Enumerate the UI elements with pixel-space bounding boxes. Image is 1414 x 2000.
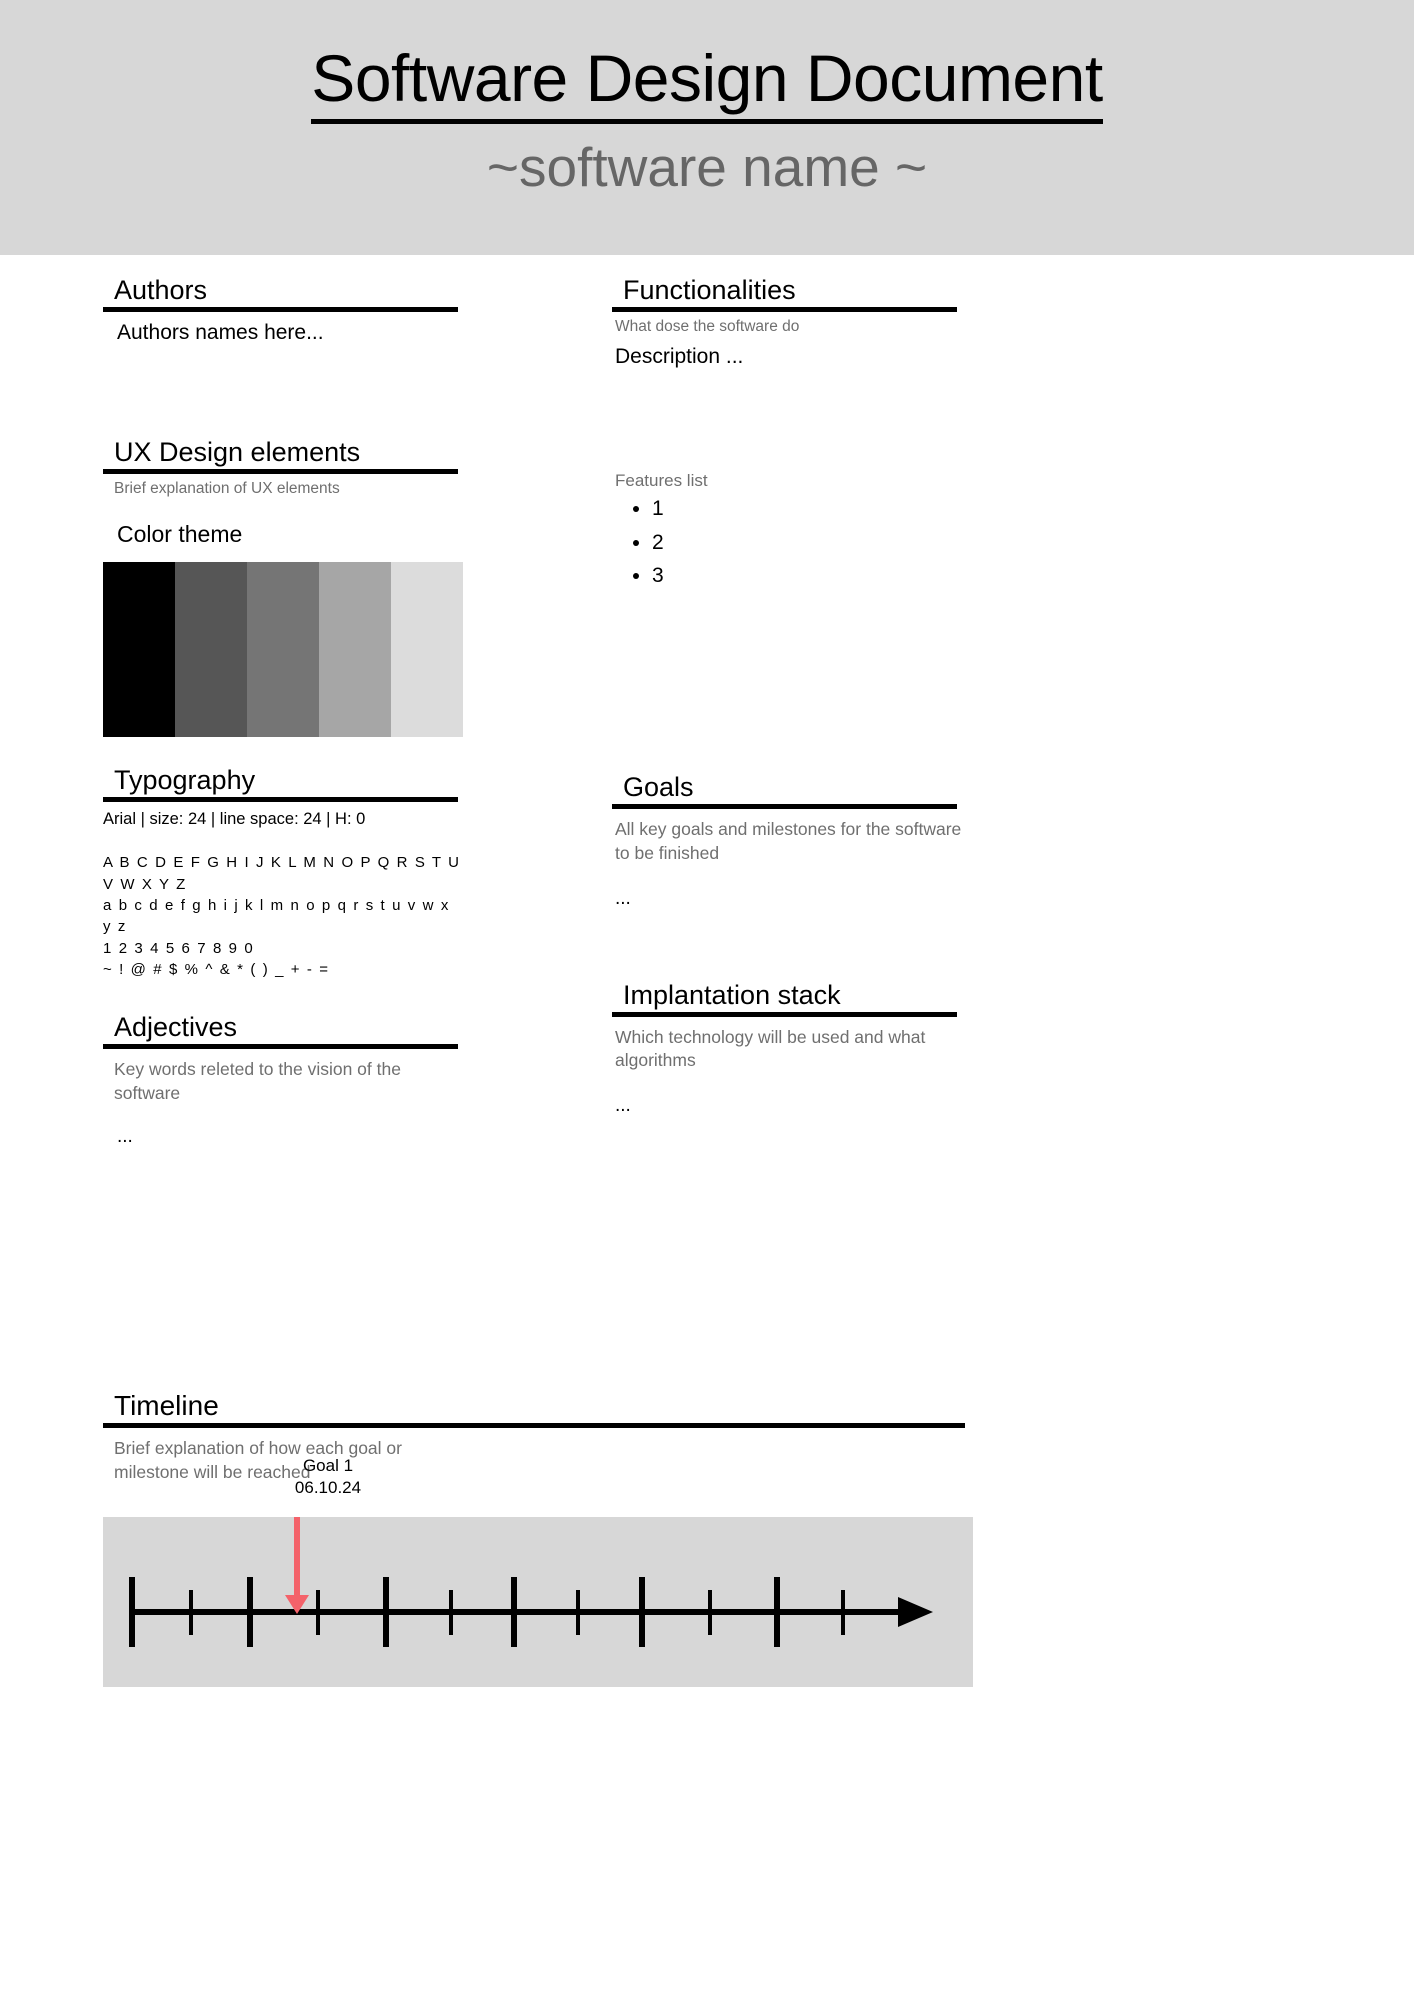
- adjectives-placeholder: ...: [117, 1125, 133, 1147]
- ux-design-rule: [103, 469, 458, 474]
- page-subtitle: ~software name ~: [486, 136, 928, 199]
- adjectives-rule: [103, 1044, 458, 1049]
- timeline-axis: [103, 1517, 973, 1687]
- timeline-goal-date: 06.10.24: [294, 1477, 362, 1497]
- color-swatch-5: [391, 562, 463, 737]
- authors-heading: Authors: [114, 275, 208, 305]
- section-timeline: [103, 1390, 1003, 1687]
- color-theme-subheading: Color theme: [117, 521, 243, 548]
- timeline-arrow-head: [898, 1597, 933, 1627]
- functionalities-heading: Functionalities: [623, 275, 796, 305]
- authors-rule: [103, 307, 458, 312]
- section-ux-design: [103, 437, 463, 737]
- adjectives-note: Key words releted to the vision of the software: [114, 1059, 401, 1103]
- document-header: [0, 0, 1414, 255]
- specimen-lowercase: a b c d e f g h i j k l m n o p q r s t u v w x y z: [103, 897, 450, 936]
- goals-placeholder: ...: [615, 887, 631, 909]
- ux-design-note: Brief explanation of UX elements: [114, 480, 340, 498]
- section-authors: [103, 275, 463, 347]
- timeline-goal-label: Goal 1: [302, 1456, 354, 1476]
- list-item: • 3: [652, 562, 977, 590]
- section-implantation-stack: [612, 980, 977, 1117]
- section-goals: [612, 772, 977, 909]
- timeline-rule: [103, 1423, 965, 1428]
- goals-rule: [612, 804, 957, 809]
- timeline-heading: Timeline: [114, 1390, 219, 1421]
- color-swatch-4: [319, 562, 391, 737]
- list-item: • 2: [652, 529, 977, 557]
- specimen-numerals: 1 2 3 4 5 6 7 8 9 0: [103, 939, 255, 957]
- features-list: [612, 495, 977, 590]
- implantation-stack-placeholder: ...: [615, 1094, 631, 1116]
- ux-design-heading: UX Design elements: [114, 437, 361, 468]
- specimen-uppercase: A B C D E F G H I J K L M N O P Q R S T U V W X Y Z: [103, 854, 461, 893]
- functionalities-rule: [612, 307, 957, 312]
- color-theme-swatches: [103, 562, 463, 737]
- features-list-label: Features list: [615, 471, 708, 491]
- typography-heading: Typography: [114, 764, 256, 795]
- section-typography: [103, 765, 463, 980]
- right-column: [612, 275, 977, 1117]
- functionalities-note: What dose the software do: [615, 318, 800, 336]
- goals-heading: Goals: [623, 772, 694, 803]
- section-adjectives: [103, 1012, 463, 1147]
- color-swatch-1: [103, 562, 175, 737]
- left-column: [103, 275, 463, 1148]
- goals-note: All key goals and milestones for the software to be finished: [615, 819, 962, 864]
- specimen-symbols: ~ ! @ # $ % ^ & * ( ) _ + - =: [103, 960, 330, 978]
- functionalities-body: Description ...: [615, 344, 744, 368]
- implantation-stack-rule: [612, 1012, 957, 1017]
- typography-specimen: [103, 852, 463, 980]
- implantation-stack-note: Which technology will be used and what algorithms: [615, 1026, 926, 1071]
- section-functionalities: [612, 275, 977, 590]
- color-swatch-2: [175, 562, 247, 737]
- color-swatch-3: [247, 562, 319, 737]
- list-item: • 1: [652, 495, 977, 523]
- typography-spec: Arial | size: 24 | line space: 24 | H: 0: [103, 810, 366, 828]
- authors-body: Authors names here...: [117, 321, 324, 345]
- implantation-stack-heading: Implantation stack: [623, 979, 841, 1010]
- adjectives-heading: Adjectives: [114, 1012, 238, 1043]
- typography-rule: [103, 797, 458, 802]
- timeline-note: Brief explanation of how each goal or milestone will be reached: [114, 1438, 402, 1482]
- timeline-goal-callout: [253, 1455, 403, 1498]
- page-title: Software Design Document: [0, 0, 1414, 113]
